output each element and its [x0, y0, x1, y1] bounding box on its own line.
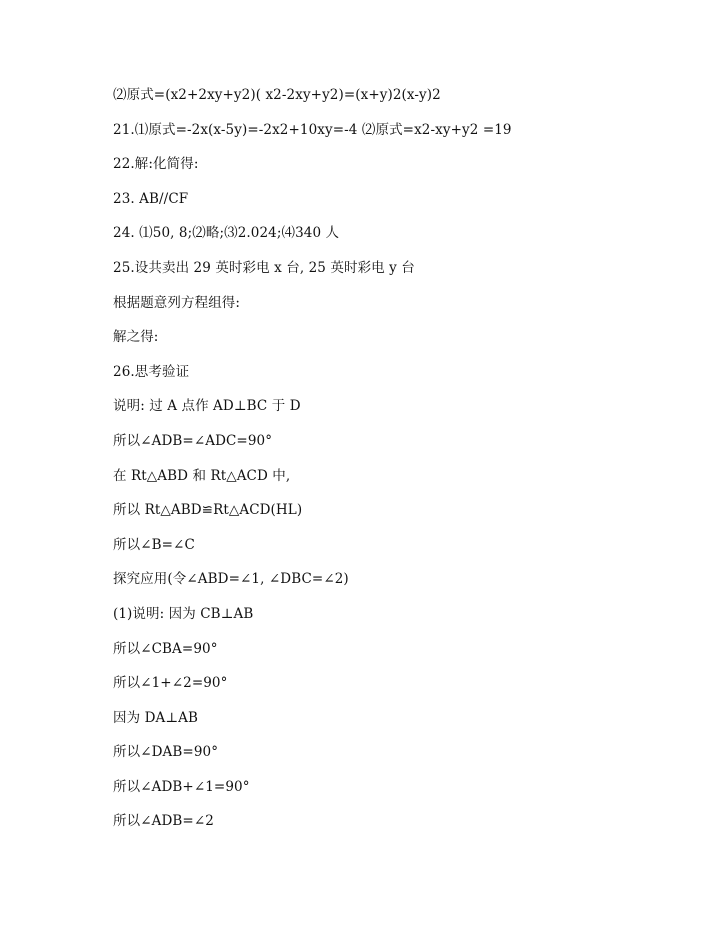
text-line: 探究应用(令∠ABD=∠1, ∠DBC=∠2)	[113, 571, 349, 588]
text-line: 所以∠CBA=90°	[113, 640, 218, 657]
text-line: 所以 Rt△ABD≌Rt△ACD(HL)	[113, 502, 303, 519]
text-line: (1)说明: 因为 CB⊥AB	[113, 605, 254, 622]
text-line: 因为 DA⊥AB	[113, 709, 199, 726]
text-line: 说明: 过 A 点作 AD⊥BC 于 D	[113, 398, 301, 415]
text-line: 23. AB//CF	[113, 190, 189, 207]
text-line: 所以∠DAB=90°	[113, 744, 219, 761]
text-line: 26.思考验证	[113, 363, 190, 380]
text-line: 根据题意列方程组得:	[113, 294, 241, 311]
solution-text	[113, 83, 673, 844]
text-line: 所以∠ADB=∠ADC=90°	[113, 432, 273, 449]
text-line: 25.设共卖出 29 英时彩电 x 台, 25 英时彩电 y 台	[113, 259, 415, 276]
text-line: 24. ⑴50, 8;⑵略;⑶2.024;⑷340 人	[113, 225, 340, 242]
text-line: 解之得:	[113, 329, 159, 346]
text-line: 所以∠1+∠2=90°	[113, 675, 228, 692]
text-line: 22.解:化简得:	[113, 156, 199, 173]
text-line: 所以∠B=∠C	[113, 536, 195, 553]
text-line: 所以∠ADB+∠1=90°	[113, 778, 250, 795]
text-line: 在 Rt△ABD 和 Rt△ACD 中,	[113, 467, 291, 484]
text-line: ⑵原式=(x2+2xy+y2)( x2-2xy+y2)=(x+y)2(x-y)2	[113, 87, 441, 103]
text-line: 所以∠ADB=∠2	[113, 813, 214, 830]
text-line: 21.⑴原式=-2x(x-5y)=-2x2+10xy=-4 ⑵原式=x2-xy+y2 =19	[113, 121, 512, 138]
